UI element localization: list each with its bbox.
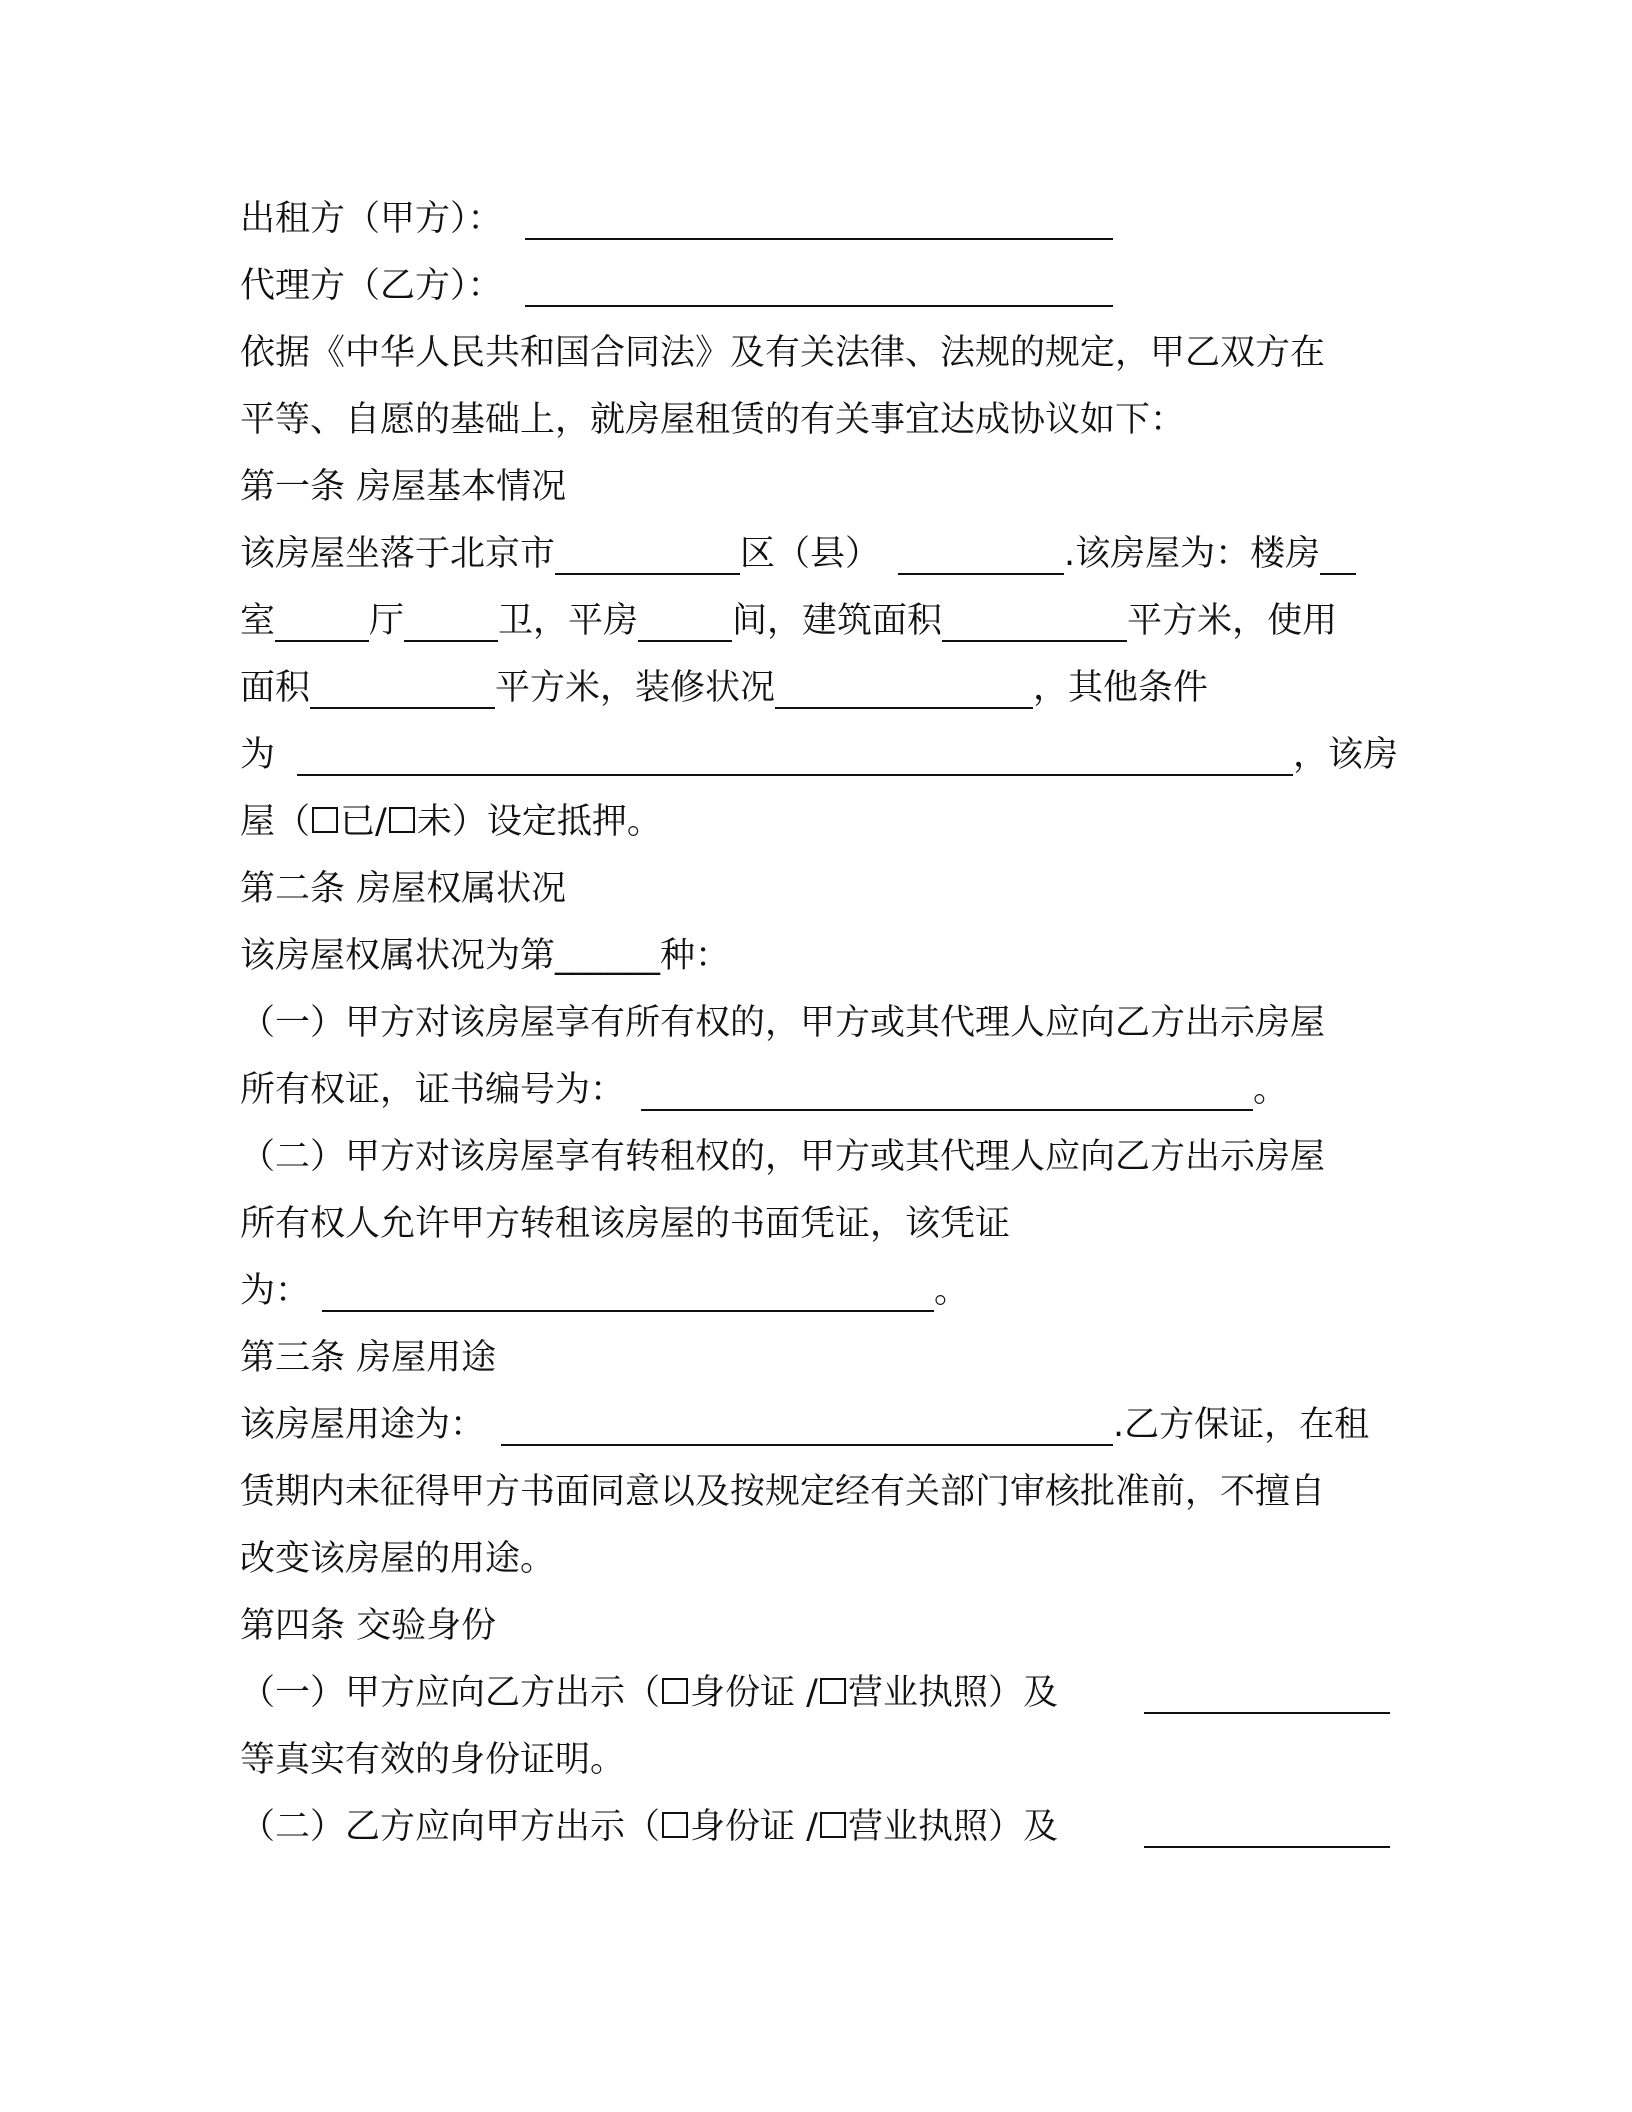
certificate-line — [240, 1057, 1390, 1124]
sublease-line: 所有权人允许甲方转租该房屋的书面凭证，该凭证 — [240, 1204, 1011, 1244]
article-4-heading: 第四条 交验身份 — [240, 1606, 497, 1646]
identity-proof-line: 等真实有效的身份证明。 — [240, 1740, 626, 1780]
area-line — [240, 655, 1390, 722]
agent-license-checkbox[interactable] — [820, 1812, 846, 1838]
agent-id-line — [240, 1794, 1390, 1861]
agent-license-label: 营业执照）及 — [847, 1807, 1058, 1847]
district-blank[interactable] — [898, 521, 1064, 575]
agent-blank[interactable] — [525, 253, 1113, 307]
building-area-label: 间，建筑面积 — [732, 601, 943, 641]
document-page — [240, 186, 1399, 1861]
lessor-id-other-blank[interactable] — [1144, 1660, 1390, 1714]
agent-label: 代理方（乙方）： — [240, 266, 503, 306]
agent-id-card-checkbox[interactable] — [662, 1812, 688, 1838]
district-label: 区（县） — [740, 534, 881, 574]
article-2-heading: 第二条 房屋权属状况 — [240, 869, 567, 909]
lessor-id-card-label: 身份证 / — [690, 1673, 818, 1713]
conditions-line — [240, 722, 1399, 789]
city-blank[interactable] — [555, 521, 740, 575]
agent-id-other-blank[interactable] — [1144, 1794, 1390, 1848]
area-label: 面积 — [240, 668, 311, 708]
mortgaged-yes-checkbox[interactable] — [312, 807, 338, 833]
voucher-label: 为： — [240, 1271, 311, 1311]
mortgaged-no-checkbox[interactable] — [389, 807, 415, 833]
decoration-blank[interactable] — [775, 655, 1033, 709]
building-area-blank[interactable] — [942, 588, 1127, 642]
voucher-blank[interactable] — [322, 1258, 934, 1312]
conditions-prefix: 为 — [240, 735, 276, 775]
house-type-label: .该房屋为：楼房 — [1064, 534, 1321, 574]
lessor-id-card-checkbox[interactable] — [662, 1678, 688, 1704]
usage-clause-line-1: 赁期内未征得甲方书面同意以及按规定经有关部门审核批准前，不擅自 — [240, 1472, 1326, 1512]
usable-area-blank[interactable] — [310, 655, 495, 709]
voucher-period: 。 — [934, 1271, 970, 1311]
other-conditions-blank[interactable] — [297, 722, 1293, 776]
hall-label: 厅 — [369, 601, 405, 641]
usage-blank[interactable] — [501, 1392, 1113, 1446]
voucher-line — [240, 1258, 1390, 1325]
certificate-label: 所有权证，证书编号为： — [240, 1070, 626, 1110]
article-1-heading: 第一条 房屋基本情况 — [240, 467, 567, 507]
room-blank[interactable] — [275, 588, 369, 642]
usage-line — [240, 1392, 1390, 1459]
lessor-license-checkbox[interactable] — [820, 1678, 846, 1704]
agent-line — [240, 253, 1390, 320]
location-label: 该房屋坐落于北京市 — [240, 534, 556, 574]
rooms-line — [240, 588, 1390, 655]
preamble-line-1: 依据《中华人民共和国合同法》及有关法律、法规的规定，甲乙双方在 — [240, 333, 1326, 373]
mortgaged-no-label: 未）设定抵押。 — [416, 802, 662, 842]
ownership-clause-1: （一）甲方对该房屋享有所有权的，甲方或其代理人应向乙方出示房屋 — [240, 1003, 1326, 1043]
lessor-license-label: 营业执照）及 — [847, 1673, 1058, 1713]
certificate-period: 。 — [1253, 1070, 1289, 1110]
lessor-blank[interactable] — [525, 186, 1113, 240]
bungalow-blank[interactable] — [638, 588, 732, 642]
lessor-id-prefix: （一）甲方应向乙方出示（ — [240, 1673, 661, 1713]
certificate-number-blank[interactable] — [641, 1057, 1253, 1111]
use-label: 平方米，使用 — [1127, 601, 1338, 641]
article-3-heading: 第三条 房屋用途 — [240, 1338, 497, 1378]
ownership-type-line: 该房屋权属状况为第______种： — [240, 936, 731, 976]
preamble-line-2: 平等、自愿的基础上，就房屋租赁的有关事宜达成协议如下： — [240, 400, 1186, 440]
agent-id-prefix: （二）乙方应向甲方出示（ — [240, 1807, 661, 1847]
ownership-clause-2: （二）甲方对该房屋享有转租权的，甲方或其代理人应向乙方出示房屋 — [240, 1137, 1326, 1177]
conditions-suffix: ，该房 — [1293, 735, 1399, 775]
other-conditions-label: ，其他条件 — [1033, 668, 1209, 708]
usage-guarantee-label: .乙方保证，在租 — [1113, 1405, 1370, 1445]
usage-clause-line-2: 改变该房屋的用途。 — [240, 1539, 556, 1579]
mortgage-line — [240, 789, 1390, 856]
lessor-label: 出租方（甲方）： — [240, 199, 503, 239]
usage-label: 该房屋用途为： — [240, 1405, 486, 1445]
agent-id-card-label: 身份证 / — [690, 1807, 818, 1847]
bath-label: 卫，平房 — [498, 601, 639, 641]
mortgage-prefix: 屋（ — [240, 802, 311, 842]
mortgaged-yes-label: 已/ — [340, 802, 387, 842]
decoration-label: 平方米，装修状况 — [495, 668, 776, 708]
lessor-id-line — [240, 1660, 1390, 1727]
lessor-line — [240, 186, 1390, 253]
floor-blank[interactable] — [1320, 521, 1356, 575]
room-label: 室 — [240, 601, 276, 641]
hall-blank[interactable] — [404, 588, 498, 642]
location-line — [240, 521, 1390, 588]
